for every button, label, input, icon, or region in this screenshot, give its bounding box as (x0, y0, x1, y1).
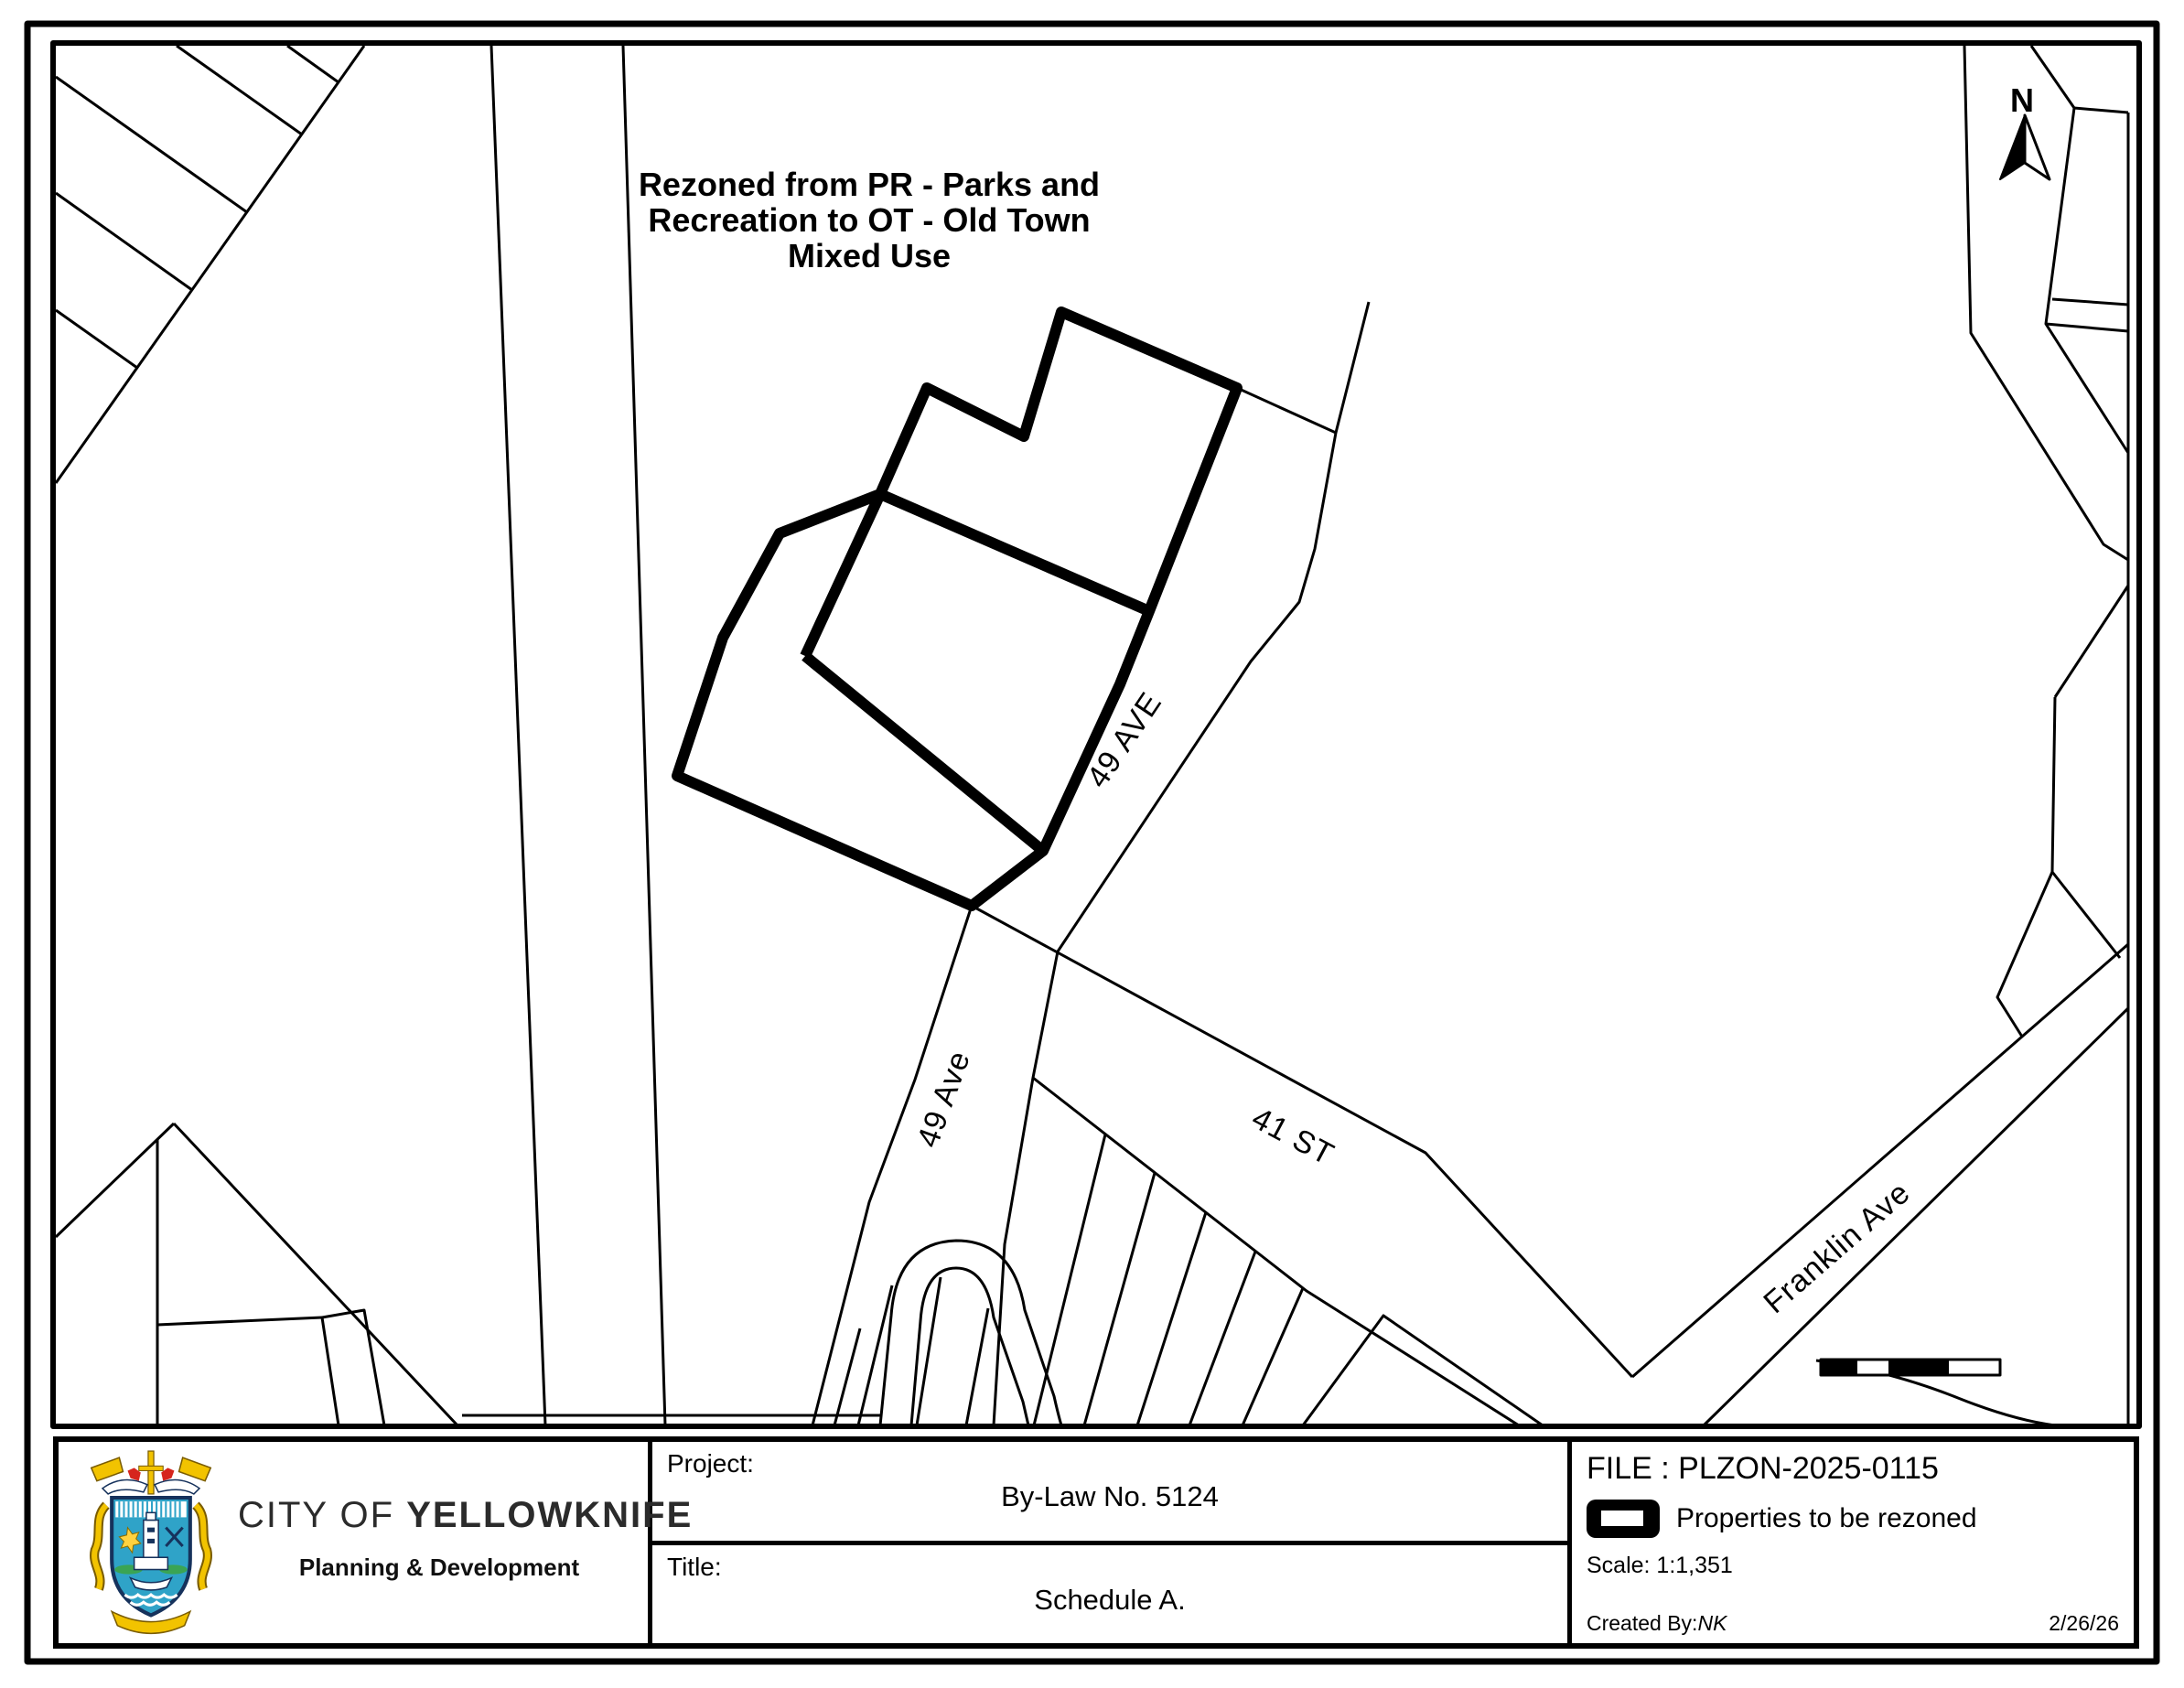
rezone-annotation-line3: Mixed Use (787, 237, 952, 274)
street-label-49-ave-lower: 49 Ave (910, 1046, 978, 1153)
street-label-49-ave-upper: 49 AVE (1080, 685, 1169, 794)
project-row (652, 1442, 1567, 1541)
created-by-label: Created By: (1587, 1611, 1698, 1635)
city-of-yellowknife-crest-logo (82, 1449, 220, 1641)
north-arrow-label: N (2010, 81, 2034, 119)
street-label-franklin-ave: Franklin Ave (1757, 1175, 1918, 1321)
scale-bar (1821, 1360, 2000, 1375)
map-date: 2/26/26 (2049, 1611, 2119, 1635)
org-name-city-of: CITY OF (238, 1495, 395, 1535)
title-block (53, 1436, 2139, 1649)
credits-row (1587, 1611, 2119, 1636)
org-identity (238, 1442, 694, 1643)
legend-label: Properties to be rezoned (1676, 1503, 1977, 1533)
legend-row (1587, 1500, 2119, 1538)
north-arrow (2000, 81, 2050, 179)
title-block-file-cell (1572, 1442, 2134, 1643)
page-border (27, 24, 2157, 1661)
legend-icon-slot (1601, 1511, 1643, 1526)
map-scale: Scale: 1:1,351 (1587, 1553, 1733, 1578)
title-block-logo-cell (59, 1442, 694, 1643)
title-value: Schedule A. (1034, 1583, 1186, 1616)
title-block-project-cell (652, 1442, 1567, 1643)
rezoned-properties-legend-icon (1587, 1500, 1660, 1538)
created-by (1587, 1611, 1727, 1636)
title-label: Title: (667, 1552, 722, 1581)
rezone-annotation-line1: Rezoned from PR - Parks and (638, 166, 1101, 203)
file-number: FILE : PLZON-2025-0115 (1587, 1451, 1939, 1486)
created-by-value: NK (1697, 1611, 1727, 1635)
project-value: By-Law No. 5124 (1001, 1480, 1219, 1512)
project-label: Project: (667, 1449, 754, 1478)
north-arrow-left-half (2000, 115, 2025, 179)
rezone-annotation-line2: Recreation to OT - Old Town (648, 201, 1091, 239)
title-row (652, 1545, 1567, 1644)
org-department: Planning & Development (298, 1554, 580, 1581)
north-arrow-right-half (2025, 115, 2050, 179)
org-name-yellowknife: YELLOWKNIFE (406, 1495, 694, 1535)
street-label-41-st: 41 ST (1245, 1101, 1340, 1173)
rezoned-properties-outline (677, 312, 1237, 906)
org-name (238, 1495, 694, 1536)
